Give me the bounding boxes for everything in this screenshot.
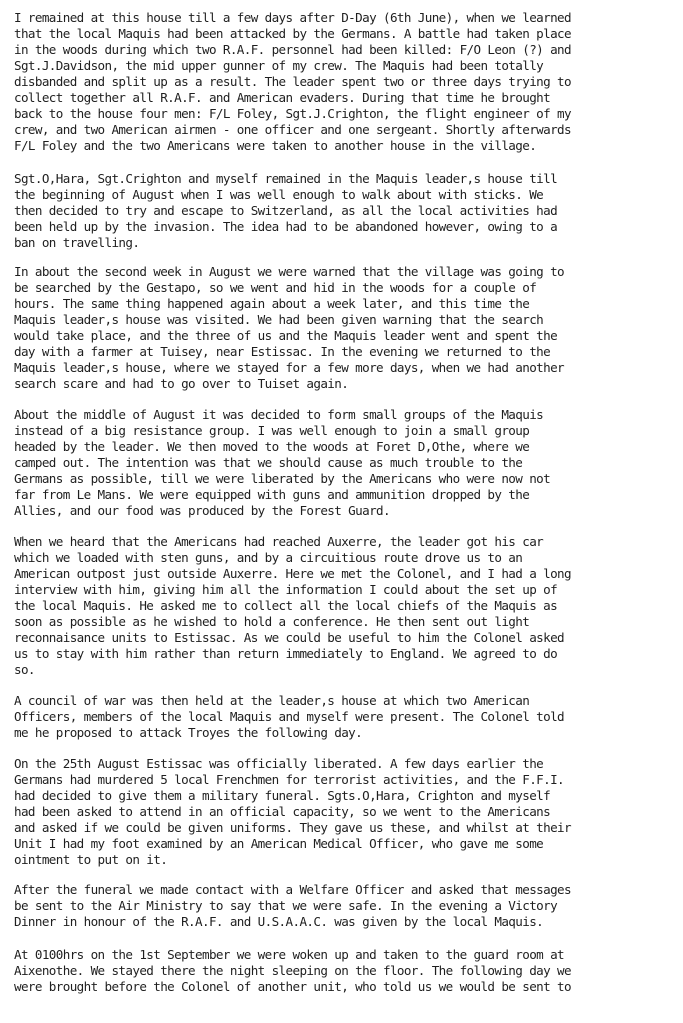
text-line: instead of a big resistance group. I was well enough to join a small group [14,423,530,438]
text-line: interview with him, giving him all the information I could about the set up of [14,582,558,597]
text-line: Germans had murdered 5 local Frenchmen for terrorist activities, and the F.F.I. [14,772,565,787]
text-line: About the middle of August it was decided to form small groups of the Maquis [14,407,544,422]
text-line: which we loaded with sten guns, and by a circuitious route drove us to an [14,550,523,565]
paragraph-d-day-maquis-attack [14,10,678,154]
paragraph-small-groups [14,407,678,519]
text-line: back to the house four men: F/L Foley, Sgt.J.Crighton, the flight engineer of my [14,106,571,121]
text-line: the local Maquis. He asked me to collect all the local chiefs of the Maquis as [14,598,558,613]
text-line: Officers, members of the local Maquis and myself were present. The Colonel told [14,709,565,724]
text-line: would take place, and the three of us and the Maquis leader went and spent the [14,328,558,343]
paragraph-welfare-officer [14,882,678,930]
text-line: At 0100hrs on the 1st September we were woken up and taken to the guard room at [14,947,565,962]
text-line: headed by the leader. We then moved to the woods at Foret D,Othe, where we [14,439,530,454]
text-line: When we heard that the Americans had reached Auxerre, the leader got his car [14,534,544,549]
text-line: After the funeral we made contact with a Welfare Officer and asked that messages [14,882,571,897]
text-line: be searched by the Gestapo, so we went and hid in the woods for a couple of [14,280,537,295]
text-line: On the 25th August Estissac was officially liberated. A few days earlier the [14,756,544,771]
text-line: I remained at this house till a few days after D-Day (6th June), when we learned [14,10,571,25]
paragraph-switzerland-plan [14,171,678,251]
text-line: so. [14,662,35,677]
text-line: Allies, and our food was produced by the Forest Guard. [14,503,390,518]
text-line: Maquis leader,s house, where we stayed for a few more days, when we had another [14,360,565,375]
text-line: me he proposed to attack Troyes the following day. [14,725,363,740]
text-line: search scare and had to go over to Tuiset again. [14,376,349,391]
text-line: hours. The same thing happened again about a week later, and this time the [14,296,530,311]
text-line: then decided to try and escape to Switzerland, as all the local activities had [14,203,558,218]
text-line: the beginning of August when I was well enough to walk about with sticks. We [14,187,544,202]
text-line: been held up by the invasion. The idea had to be abandoned however, owing to a [14,219,558,234]
text-line: disbanded and split up as a result. The leader spent two or three days trying to [14,74,571,89]
text-line: collect together all R.A.F. and American evaders. During that time he brought [14,90,551,105]
text-line: Sgt.O,Hara, Sgt.Crighton and myself remained in the Maquis leader,s house till [14,171,558,186]
text-line: in the woods during which two R.A.F. personnel had been killed: F/O Leon (?) and [14,42,571,57]
text-line: be sent to the Air Ministry to say that we were safe. In the evening a Victory [14,898,558,913]
text-line: were brought before the Colonel of another unit, who told us we would be sent to [14,979,571,994]
text-line: American outpost just outside Auxerre. Here we met the Colonel, and I had a long [14,566,571,581]
text-line: had been asked to attend in an official capacity, so we went to the Americans [14,804,551,819]
text-line: had decided to give them a military funeral. Sgts.O,Hara, Crighton and myself [14,788,551,803]
text-line: A council of war was then held at the leader,s house at which two American [14,693,530,708]
text-line: crew, and two American airmen - one officer and one sergeant. Shortly afterwards [14,122,571,137]
paragraph-council-of-war [14,693,678,741]
text-line: Dinner in honour of the R.A.F. and U.S.A.A.C. was given by the local Maquis. [14,914,544,929]
paragraph-gestapo-search [14,264,678,392]
text-line: Unit I had my foot examined by an American Medical Officer, who gave me some [14,836,544,851]
text-line: F/L Foley and the two Americans were taken to another house in the village. [14,138,537,153]
text-line: camped out. The intention was that we should cause as much trouble to the [14,455,523,470]
text-line: reconnaisance units to Estissac. As we could be useful to him the Colonel asked [14,630,565,645]
text-line: ban on travelling. [14,235,140,250]
text-line: that the local Maquis had been attacked by the Germans. A battle had taken place [14,26,571,41]
text-line: day with a farmer at Tuisey, near Estissac. In the evening we returned to the [14,344,551,359]
text-line: us to stay with him rather than return immediately to England. We agreed to do [14,646,558,661]
text-line: Aixenothe. We stayed there the night sleeping on the floor. The following day we [14,963,571,978]
paragraph-estissac-liberated [14,756,678,868]
paragraph-guard-room [14,947,678,995]
text-line: soon as possible as he wished to hold a conference. He then sent out light [14,614,530,629]
text-line: Sgt.J.Davidson, the mid upper gunner of my crew. The Maquis had been totally [14,58,544,73]
text-line: ointment to put on it. [14,852,168,867]
paragraph-auxerre-colonel [14,534,678,678]
text-line: and asked if we could be given uniforms. They gave us these, and whilst at their [14,820,571,835]
text-line: far from Le Mans. We were equipped with guns and ammunition dropped by the [14,487,530,502]
text-line: In about the second week in August we were warned that the village was going to [14,264,565,279]
text-line: Germans as possible, till we were liberated by the Americans who were now not [14,471,551,486]
text-line: Maquis leader,s house was visited. We had been given warning that the search [14,312,544,327]
